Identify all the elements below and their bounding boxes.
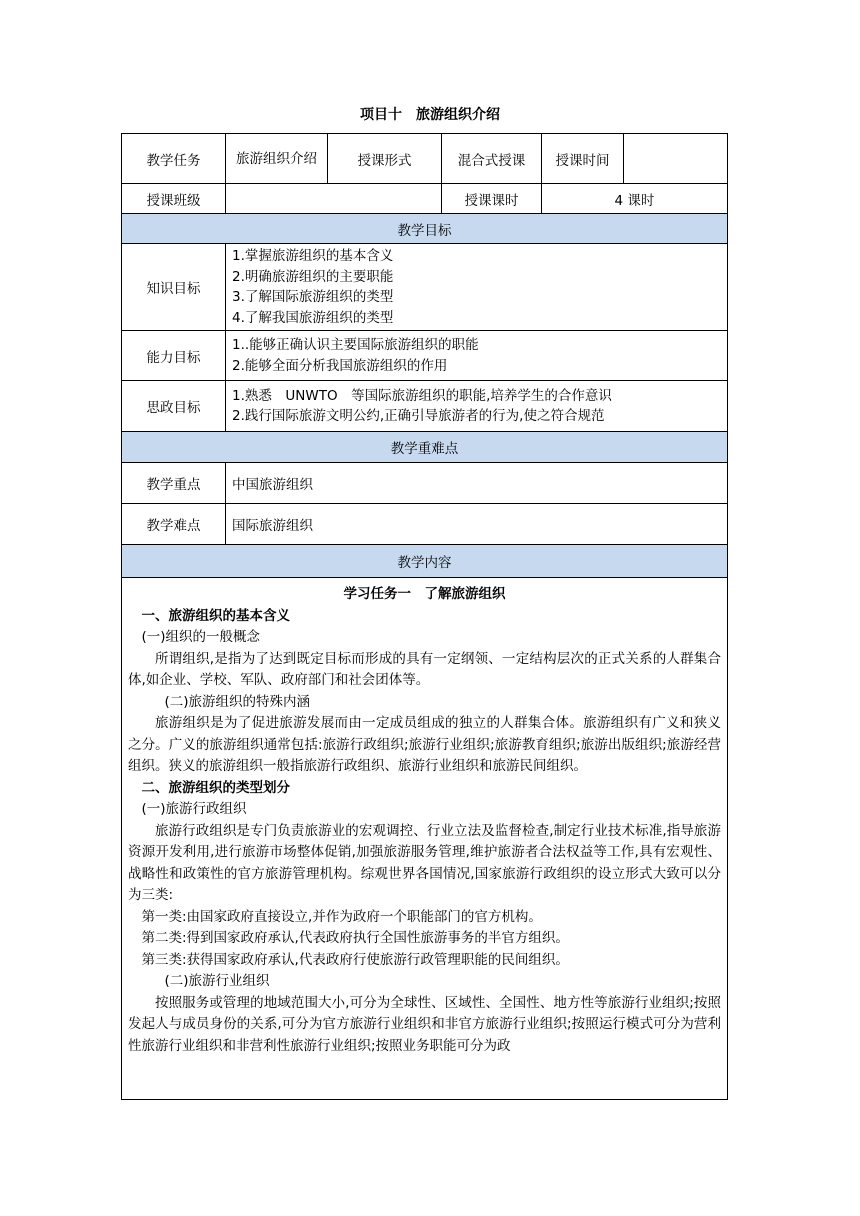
ideology-item: 2.践行国际旅游文明公约,正确引导旅游者的行为,使之符合规范 (232, 408, 605, 424)
category-line: 第一类:由国家政府直接设立,并作为政府一个职能部门的官方机构。 (141, 908, 542, 925)
knowledge-row (122, 244, 728, 331)
task-value: 旅游组织介绍 (226, 134, 328, 184)
knowledge-label: 知识目标 (122, 244, 226, 331)
difficulty-value: 国际旅游组织 (226, 504, 728, 545)
subsection-heading: (二)旅游行业组织 (164, 973, 270, 989)
ideology-label: 思政目标 (122, 381, 226, 432)
focus-value: 中国旅游组织 (226, 463, 728, 504)
knowledge-items (226, 244, 728, 331)
knowledge-item: 3.了解国际旅游组织的类型 (232, 289, 394, 305)
hours-label: 授课课时 (442, 184, 542, 214)
ideology-row (122, 381, 728, 432)
info-row-2 (122, 184, 728, 214)
subsection-heading: (二)旅游组织的特殊内涵 (164, 693, 310, 710)
focus-row (122, 463, 728, 504)
paragraph: 按照服务或管理的地域范围大小,可分为全球性、区域性、全国性、地方性等旅游行业组织;按照发起人与成员身份的关系,可分为官方旅游行业组织和非官方旅游行业组织;按照运行模式可分为营利性旅游行业组织和非营利性旅游行业组织;按照业务职能可分为政 (128, 994, 721, 1054)
category-line: 第三类:获得国家政府承认,代表政府行使旅游行政管理职能的民间组织。 (141, 951, 569, 968)
difficulty-row (122, 504, 728, 545)
time-value (624, 134, 728, 184)
page-title: 项目十 旅游组织介绍 (360, 107, 500, 123)
knowledge-item: 1.掌握旅游组织的基本含义 (232, 248, 394, 264)
keypoints-header: 教学重难点 (122, 432, 728, 463)
info-row-1 (122, 134, 728, 184)
paragraph: 所谓组织,是指为了达到既定目标而形成的具有一定纲领、一定结构层次的正式关系的人群集合体,如企业、学校、军队、政府部门和社会团体等。 (128, 650, 721, 688)
content-header: 教学内容 (122, 545, 728, 578)
task-label: 教学任务 (122, 134, 226, 184)
form-label: 授课形式 (328, 134, 442, 184)
class-label: 授课班级 (122, 184, 226, 214)
task-title: 学习任务一 了解旅游组织 (343, 586, 506, 602)
content-row (122, 578, 728, 1100)
lesson-plan-table (121, 133, 728, 1100)
content-body (122, 578, 728, 1100)
ability-items (226, 331, 728, 381)
category-line: 第二类:得到国家政府承认,代表政府执行全国性旅游事务的半官方组织。 (141, 930, 569, 946)
ability-label: 能力目标 (122, 331, 226, 381)
knowledge-item: 2.明确旅游组织的主要职能 (232, 268, 394, 285)
ability-item: 2.能够全面分析我国旅游组织的作用 (232, 357, 448, 374)
objectives-header: 教学目标 (122, 214, 728, 244)
time-label: 授课时间 (542, 134, 624, 184)
subsection-heading: (一)旅游行政组织 (141, 801, 247, 817)
paragraph: 旅游行政组织是专门负责旅游业的宏观调控、行业立法及监督检查,制定行业技术标准,指导旅游资源开发利用,进行旅游市场整体促销,加强旅游服务管理,维护旅游者合法权益等工作,具有宏观性、战略性和政策性的官方旅游管理机构。综观世界各国情况,国家旅游行政组织的设立形式大致可以分为三类: (128, 822, 721, 903)
difficulty-label: 教学难点 (122, 504, 226, 545)
ability-item: 1..能够正确认识主要国际旅游组织的职能 (232, 337, 479, 353)
hours-value: 4 课时 (542, 184, 728, 214)
form-value: 混合式授课 (442, 134, 542, 184)
paragraph: 旅游组织是为了促进旅游发展而由一定成员组成的独立的人群集合体。旅游组织有广义和狭义之分。广义的旅游组织通常包括:旅游行政组织;旅游行业组织;旅游教育组织;旅游出版组织;旅游经营组织。狭义的旅游组织一般指旅游行政组织、旅游行业组织和旅游民间组织。 (128, 715, 721, 774)
subsection-heading: (一)组织的一般概念 (141, 629, 261, 645)
class-value (226, 184, 442, 214)
knowledge-item: 4.了解我国旅游组织的类型 (232, 309, 394, 326)
section-heading: 二、旅游组织的类型划分 (141, 779, 290, 796)
ability-row (122, 331, 728, 381)
ideology-items (226, 381, 728, 432)
section-heading: 一、旅游组织的基本含义 (141, 607, 290, 624)
focus-label: 教学重点 (122, 463, 226, 504)
ideology-item: 1.熟悉 UNWTO 等国际旅游组织的职能,培养学生的合作意识 (232, 387, 612, 404)
